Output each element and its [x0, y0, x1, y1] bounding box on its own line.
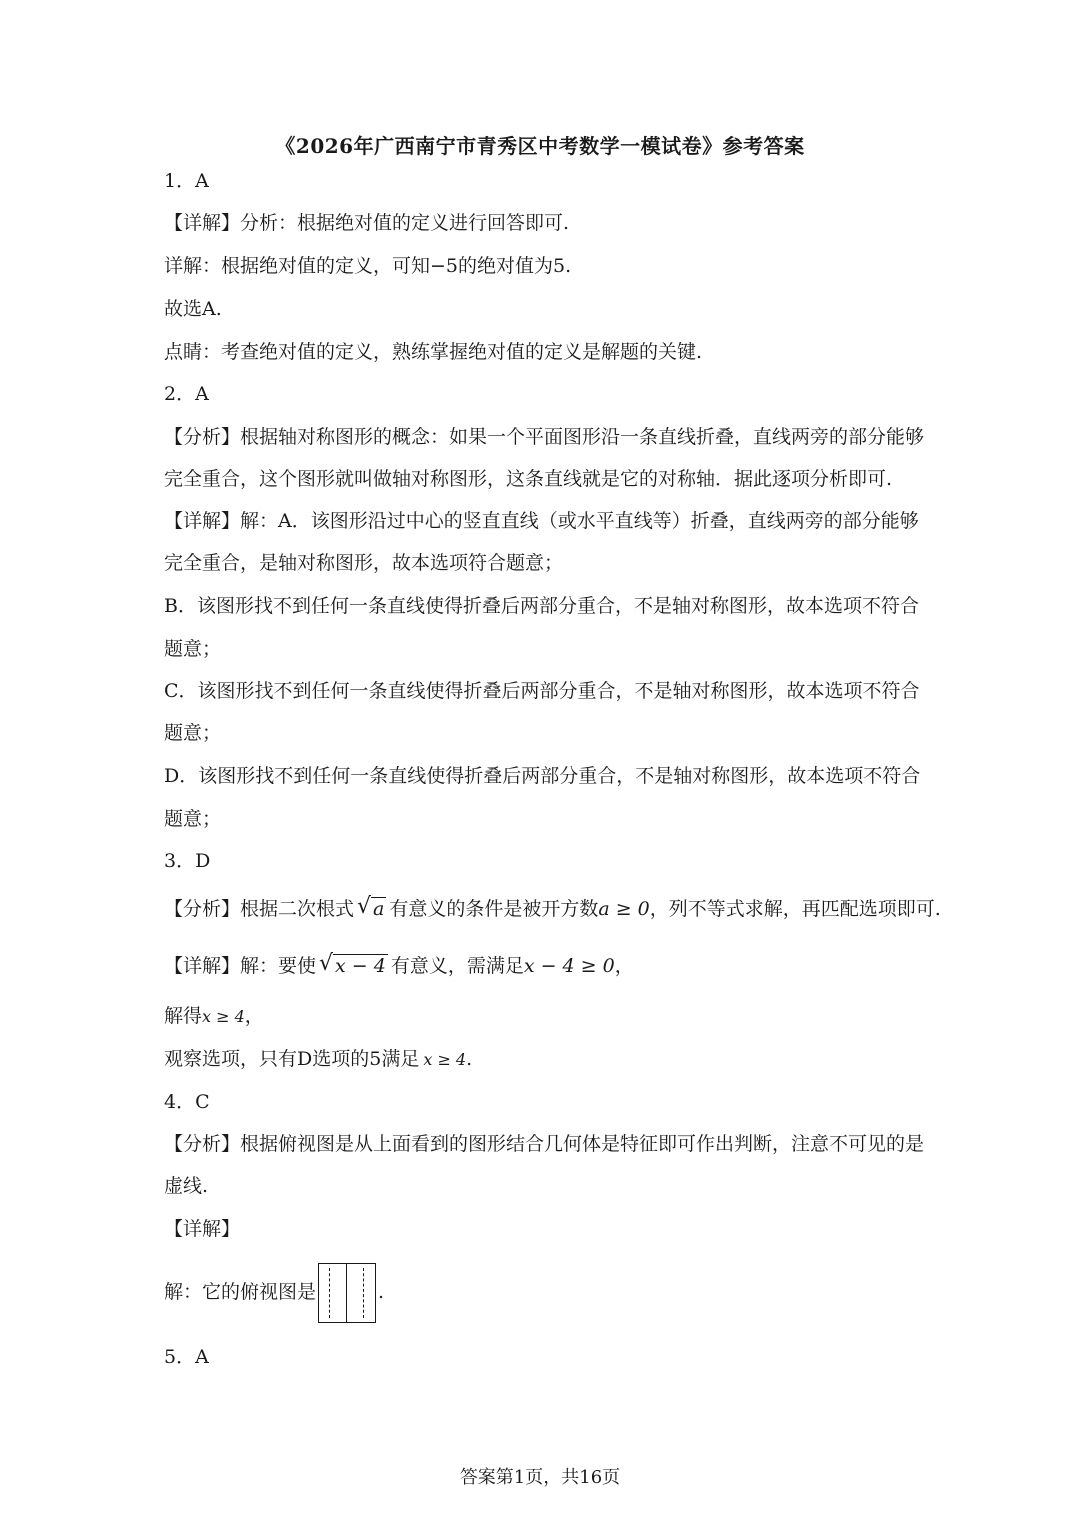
q5-answer: 5．A [164, 1346, 209, 1368]
q4-answer: 4．C [164, 1091, 210, 1113]
q3-analysis-pre: 【分析】根据二次根式 [164, 898, 355, 920]
q3-solve [164, 1003, 264, 1030]
q2-line-2: 完全重合，这个图形就叫做轴对称图形，这条直线就是它的对称轴．据此逐项分析即可. [164, 468, 893, 490]
q3-analysis [164, 896, 941, 922]
q3-detail-pre: 【详解】解：要使 [164, 955, 317, 977]
q3-analysis-mid: 有意义的条件是被开方数 [389, 898, 599, 920]
q4-line-4-post: . [378, 1281, 385, 1303]
q1-line-1: 【详解】分析：根据绝对值的定义进行回答即可. [164, 212, 570, 234]
q3-obs-pre: 观察选项，只有D选项的5满足 [164, 1048, 420, 1070]
hidden-edge-left [329, 1268, 330, 1318]
q2-line-4: 完全重合，是轴对称图形，故本选项符合题意； [164, 552, 564, 574]
q4-line-4-pre: 解：它的俯视图是 [164, 1281, 317, 1303]
q3-detail [164, 953, 634, 979]
hidden-edge-right [363, 1268, 364, 1318]
q3-obs-post: . [466, 1048, 473, 1070]
q2-line-5: B．该图形找不到任何一条直线使得折叠后两部分重合，不是轴对称图形，故本选项不符合 [164, 595, 919, 617]
radical-sign-icon: √ [357, 894, 372, 919]
sqrt-x-minus-4 [319, 953, 388, 979]
q1-line-3: 故选A. [164, 298, 222, 320]
radicand-x-minus-4: x − 4 [335, 955, 386, 977]
sqrt-a [357, 896, 386, 922]
q4-line-2: 虚线. [164, 1175, 209, 1197]
q1-line-4: 点睛：考查绝对值的定义，熟练掌握绝对值的定义是解题的关键. [164, 341, 703, 363]
q2-line-1: 【分析】根据轴对称图形的概念：如果一个平面图形沿一条直线折叠，直线两旁的部分能够 [164, 426, 925, 448]
q3-answer: 3．D [164, 850, 211, 872]
q2-answer: 2．A [164, 383, 209, 405]
q3-analysis-post: ，列不等式求解，再匹配选项即可. [649, 898, 941, 920]
q3-observe [164, 1046, 472, 1073]
q3-detail-cond: x − 4 ≥ 0 [523, 955, 615, 977]
q4-line-1: 【分析】根据俯视图是从上面看到的图形结合几何体是特征即可作出判断，注意不可见的是 [164, 1133, 925, 1155]
q2-line-10: 题意； [164, 808, 222, 830]
q2-line-7: C．该图形找不到任何一条直线使得折叠后两部分重合，不是轴对称图形，故本选项不符合 [164, 680, 920, 702]
top-view-figure [318, 1263, 376, 1323]
q2-line-6: 题意； [164, 638, 222, 660]
radicand-a: a [373, 898, 385, 920]
page-title: 《2026年广西南宁市青秀区中考数学一模试卷》参考答案 [275, 134, 805, 158]
q3-analysis-cond: a ≥ 0 [598, 898, 650, 920]
q2-line-3: 【详解】解：A．该图形沿过中心的竖直直线（或水平直线等）折叠，直线两旁的部分能够 [164, 510, 919, 532]
q3-solve-pre: 解得 [164, 1005, 203, 1027]
q2-line-9: D．该图形找不到任何一条直线使得折叠后两部分重合，不是轴对称图形，故本选项不符合 [164, 765, 921, 787]
visible-edge-middle [346, 1264, 347, 1322]
q3-obs-expr: x ≥ 4 [423, 1050, 467, 1069]
page-footer: 答案第1页，共16页 [459, 1467, 621, 1488]
q3-detail-mid: 有意义，需满足 [390, 955, 524, 977]
q3-solve-expr: x ≥ 4 [202, 1007, 245, 1026]
q3-detail-post: ， [614, 955, 634, 977]
q4-line-3: 【详解】 [164, 1218, 241, 1240]
q1-answer: 1．A [164, 170, 209, 192]
radical-sign-icon: √ [319, 951, 334, 976]
q3-solve-post: ， [244, 1005, 264, 1027]
q2-line-8: 题意； [164, 722, 222, 744]
q1-line-2: 详解：根据绝对值的定义，可知−5的绝对值为5. [164, 255, 572, 277]
q4-line-4 [164, 1262, 384, 1323]
